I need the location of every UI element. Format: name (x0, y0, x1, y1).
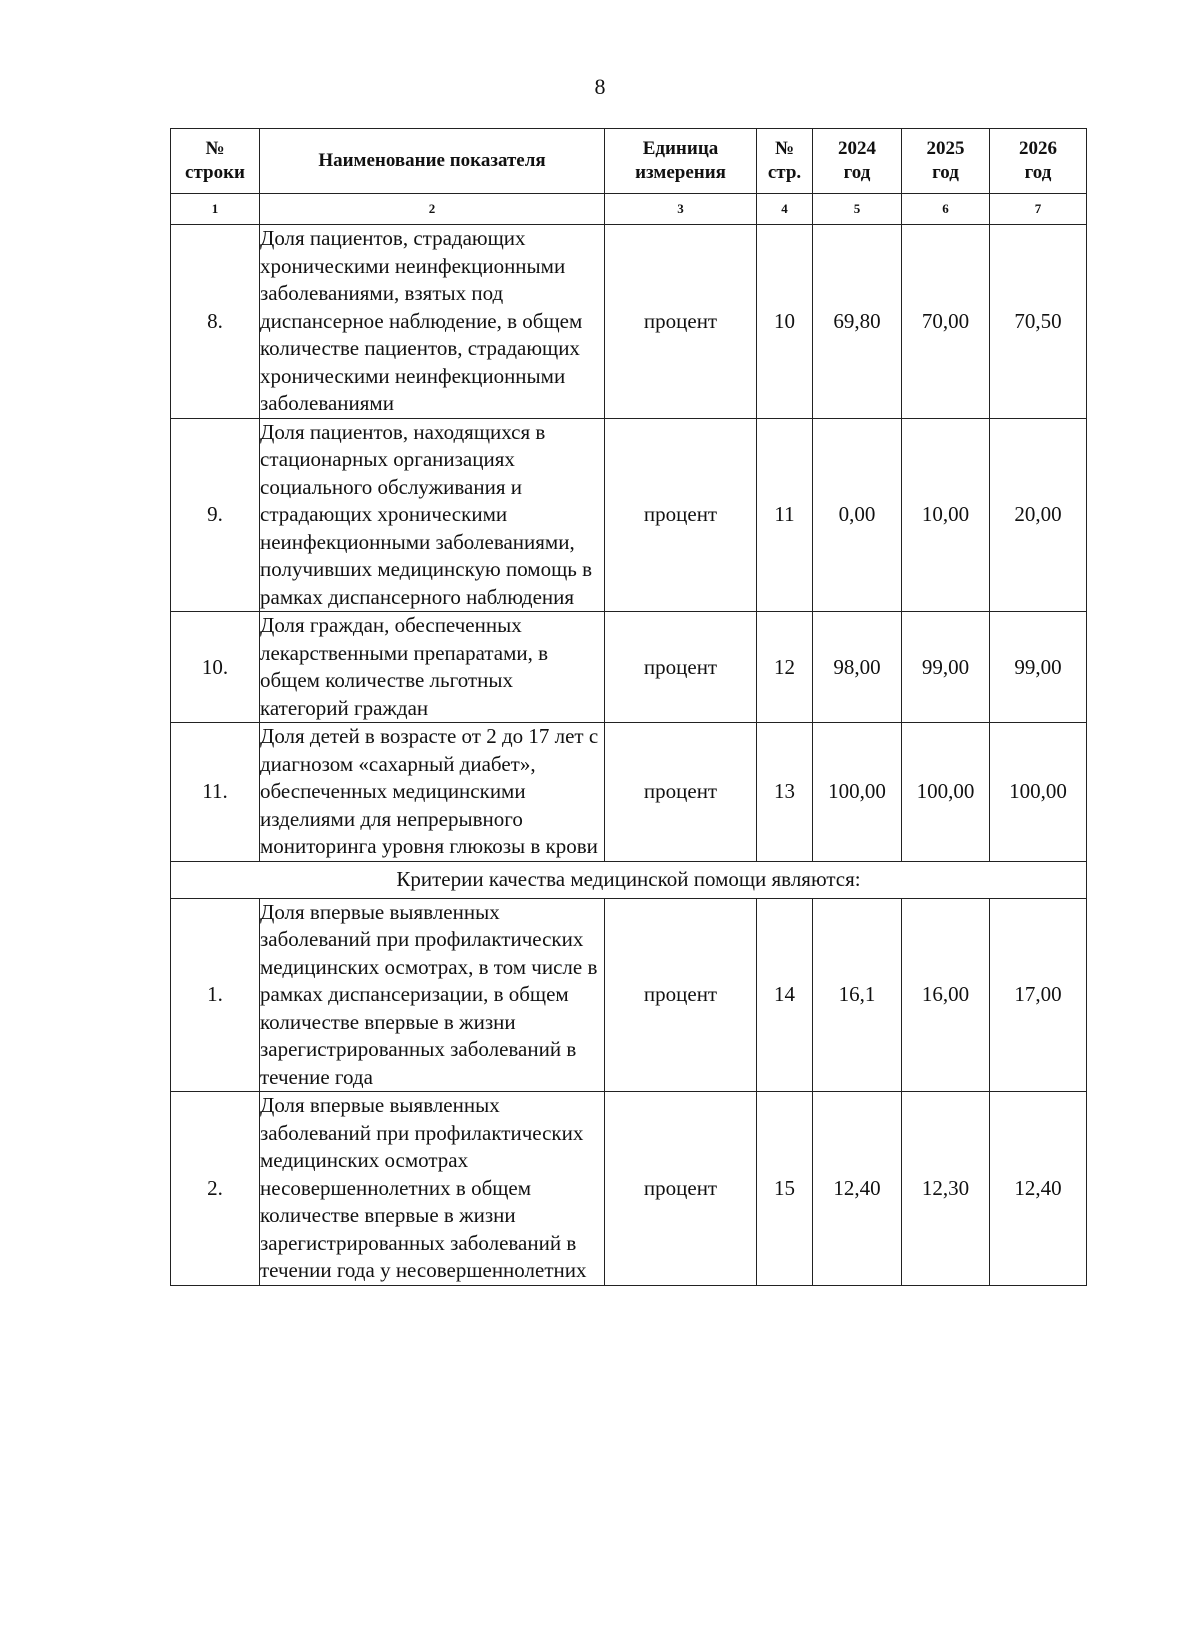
value-2024: 98,00 (813, 612, 902, 723)
value-2026: 17,00 (990, 898, 1087, 1092)
column-number-row (171, 194, 1087, 225)
header-indicator-name: Наименование показателя (260, 129, 605, 194)
table-row (171, 418, 1087, 612)
unit: процент (605, 723, 757, 862)
value-2024: 100,00 (813, 723, 902, 862)
value-2025: 10,00 (902, 418, 990, 612)
table-row (171, 612, 1087, 723)
value-2025: 16,00 (902, 898, 990, 1092)
table-row (171, 1092, 1087, 1286)
value-2025: 12,30 (902, 1092, 990, 1286)
section-row (171, 861, 1087, 898)
table-row (171, 723, 1087, 862)
column-number: 7 (990, 194, 1087, 225)
column-number: 3 (605, 194, 757, 225)
column-number: 6 (902, 194, 990, 225)
unit: процент (605, 1092, 757, 1286)
line-number: 15 (757, 1092, 813, 1286)
indicator-name: Доля граждан, обеспеченных лекарственными препаратами, в общем количестве льготных категорий граждан (260, 612, 605, 723)
indicator-name: Доля впервые выявленных заболеваний при профилактических медицинских осмотрах несовершеннолетних в общем количестве впервые в жизни зарегистрированных заболеваний в течении года у несовершеннолетних (260, 1092, 605, 1286)
value-2026: 70,50 (990, 225, 1087, 419)
value-2024: 0,00 (813, 418, 902, 612)
value-2025: 99,00 (902, 612, 990, 723)
column-number: 1 (171, 194, 260, 225)
value-2024: 69,80 (813, 225, 902, 419)
header-row-number: № строки (171, 129, 260, 194)
row-number: 11. (171, 723, 260, 862)
line-number: 10 (757, 225, 813, 419)
value-2026: 100,00 (990, 723, 1087, 862)
value-2026: 12,40 (990, 1092, 1087, 1286)
header-year-2024: 2024 год (813, 129, 902, 194)
line-number: 12 (757, 612, 813, 723)
indicator-name: Доля пациентов, находящихся в стационарных организациях социального обслуживания и страдающих хроническими неинфекционными заболеваниями, получивших медицинскую помощь в рамках диспансерного наблюдения (260, 418, 605, 612)
indicator-name: Доля пациентов, страдающих хроническими неинфекционными заболеваниями, взятых под диспансерное наблюдение, в общем количестве пациентов, страдающих хроническими неинфекционными заболеваниями (260, 225, 605, 419)
unit: процент (605, 225, 757, 419)
value-2025: 100,00 (902, 723, 990, 862)
row-number: 10. (171, 612, 260, 723)
row-number: 8. (171, 225, 260, 419)
row-number: 9. (171, 418, 260, 612)
value-2025: 70,00 (902, 225, 990, 419)
page-number: 8 (594, 74, 606, 99)
row-number: 2. (171, 1092, 260, 1286)
indicator-name: Доля детей в возрасте от 2 до 17 лет с диагнозом «сахарный диабет», обеспеченных медицинскими изделиями для непрерывного мониторинга уровня глюкозы в крови (260, 723, 605, 862)
header-unit: Единица измерения (605, 129, 757, 194)
line-number: 14 (757, 898, 813, 1092)
unit: процент (605, 898, 757, 1092)
table-row (171, 898, 1087, 1092)
unit: процент (605, 418, 757, 612)
column-number: 2 (260, 194, 605, 225)
value-2024: 16,1 (813, 898, 902, 1092)
indicator-name: Доля впервые выявленных заболеваний при профилактических медицинских осмотрах, в том числе в рамках диспансеризации, в общем количестве впервые в жизни зарегистрированных заболеваний в течение года (260, 898, 605, 1092)
header-row (171, 129, 1087, 194)
column-number: 5 (813, 194, 902, 225)
value-2026: 20,00 (990, 418, 1087, 612)
line-number: 13 (757, 723, 813, 862)
row-number: 1. (171, 898, 260, 1092)
indicators-table (170, 128, 1087, 1286)
table-row (171, 225, 1087, 419)
unit: процент (605, 612, 757, 723)
header-line-number: № стр. (757, 129, 813, 194)
section-title: Критерии качества медицинской помощи являются: (171, 861, 1087, 898)
line-number: 11 (757, 418, 813, 612)
header-year-2025: 2025 год (902, 129, 990, 194)
value-2026: 99,00 (990, 612, 1087, 723)
value-2024: 12,40 (813, 1092, 902, 1286)
column-number: 4 (757, 194, 813, 225)
header-year-2026: 2026 год (990, 129, 1087, 194)
